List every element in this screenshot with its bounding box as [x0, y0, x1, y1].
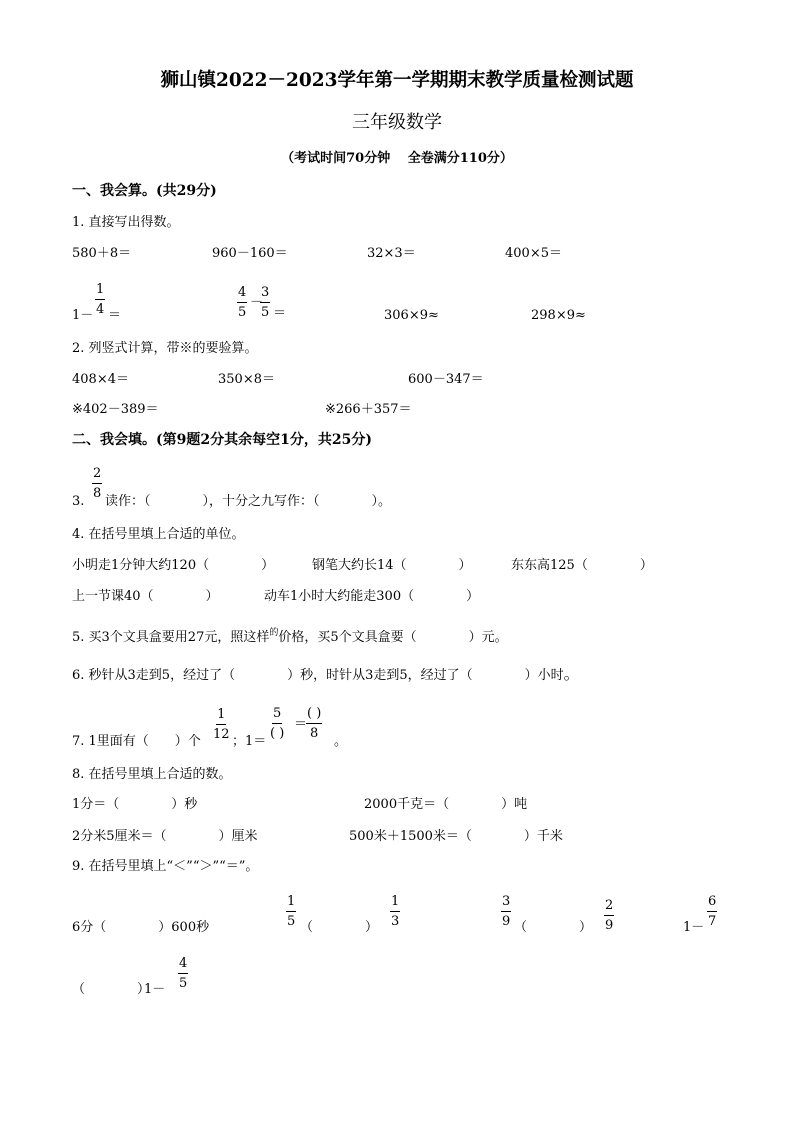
q6-text: [72, 666, 580, 682]
fraction: [260, 286, 270, 319]
q8-item: 2000千克＝（ ）吨: [364, 797, 528, 812]
q2-item: 350×8＝: [218, 372, 275, 387]
fraction-denominator: 9: [605, 918, 614, 933]
fraction-denominator: 9: [502, 914, 511, 929]
section-1-heading: 一、我会算。(共29分): [72, 183, 217, 199]
fraction-denominator: 5: [287, 914, 296, 929]
q5-small-char: 的: [269, 628, 279, 638]
q8-item: 1分＝（ ）秒: [72, 797, 198, 812]
fraction-numerator: 4: [178, 957, 188, 974]
q2-item: 600－347＝: [408, 372, 484, 387]
fraction-denominator: 5: [238, 305, 247, 320]
fraction: [707, 895, 717, 928]
fraction: [178, 957, 188, 990]
fraction: [95, 283, 105, 316]
q4-item: 东东高125（ ）: [511, 558, 653, 573]
q5-text: [72, 629, 508, 644]
minus-sign: －: [250, 295, 264, 310]
q9-item-prefix: 1－: [683, 920, 705, 935]
q7-end: 。: [334, 734, 348, 749]
q7-equals: ＝: [294, 717, 308, 732]
comparison-blank: （ ）: [72, 982, 151, 997]
q6-text-body: 6. 秒针从3走到5，经过了（ ）秒，时针从3走到5，经过了（ ）小时: [72, 668, 564, 683]
q5-text-part1: 5. 买3个文具盒要用27元，照这样: [72, 630, 270, 645]
q9-item: 6分（ ）600秒: [72, 920, 210, 935]
fraction: [306, 707, 322, 740]
fraction: [286, 895, 296, 928]
fraction-denominator: 7: [708, 914, 717, 929]
q9-item-prefix: 1－: [144, 982, 166, 997]
q7-mid: ；1＝: [232, 734, 267, 749]
q8-item: 500米＋1500米＝（ ）千米: [349, 829, 563, 844]
fraction-numerator: 3: [501, 895, 511, 912]
q1-label: 1. 直接写出得数。: [72, 215, 180, 230]
q2-item: ※402－389＝: [72, 402, 159, 417]
q9-label: 9. 在括号里填上“＜”“＞”“＝”。: [72, 859, 259, 874]
fraction-numerator: 6: [707, 895, 717, 912]
q8-label: 8. 在括号里填上合适的数。: [72, 767, 232, 782]
q4-item: 钢笔大约长14（ ）: [312, 558, 472, 573]
fraction-denominator: 5: [179, 976, 188, 991]
page-subtitle: 三年级数学: [352, 112, 442, 133]
fraction: [92, 467, 102, 500]
fraction-numerator: 2: [92, 467, 102, 484]
q8-item: 2分米5厘米＝（ ）厘米: [72, 829, 258, 844]
q5-text-part2: 价格，买5个文具盒要（ ）元。: [278, 630, 508, 645]
fraction-numerator: ( ): [306, 707, 322, 724]
q1-item-equals: ＝: [108, 308, 122, 323]
fraction: [501, 895, 511, 928]
fraction: [390, 895, 400, 928]
q4-item: 动车1小时大约能走300（ ）: [264, 589, 480, 604]
fraction-denominator: 8: [93, 486, 102, 501]
q1-item: 306×9≈: [384, 308, 439, 323]
q1-item: 32×3＝: [367, 246, 416, 261]
q1-item: 298×9≈: [531, 308, 586, 323]
q1-item-equals: ＝: [273, 306, 287, 321]
q1-item-prefix: 1－: [72, 308, 94, 323]
page-title: 狮山镇2022－2023学年第一学期期末教学质量检测试题: [160, 70, 634, 91]
fraction-denominator: ( ): [270, 726, 285, 741]
fraction: [604, 899, 614, 932]
q4-item: 小明走1分钟大约120（ ）: [72, 558, 275, 573]
q1-item: 580＋8＝: [72, 246, 132, 261]
fraction-numerator: 2: [604, 899, 614, 916]
fraction-numerator: 5: [272, 707, 282, 724]
comparison-blank: （ ）: [514, 920, 593, 935]
q3-text: 读作：（ ），十分之九写作：（ ）。: [105, 494, 392, 509]
fraction-denominator: 3: [391, 914, 400, 929]
q4-label: 4. 在括号里填上合适的单位。: [72, 527, 245, 542]
fraction-denominator: 5: [261, 305, 270, 320]
fraction-numerator: 1: [216, 708, 226, 725]
fraction-denominator: 4: [96, 302, 105, 317]
fraction: [213, 708, 230, 741]
q4-item: 上一节课40（ ）: [72, 589, 219, 604]
q2-label: 2. 列竖式计算，带※的要验算。: [72, 341, 258, 356]
q2-item: 408×4＝: [72, 372, 129, 387]
q2-item: ※266＋357＝: [325, 402, 412, 417]
fraction: [270, 707, 284, 740]
q6-period: 。: [563, 664, 580, 683]
fraction-numerator: 1: [95, 283, 105, 300]
fraction: [237, 286, 247, 319]
q1-item: 400×5＝: [505, 246, 562, 261]
fraction-numerator: 1: [286, 895, 296, 912]
comparison-blank: （ ）: [300, 920, 379, 935]
q1-item: 960－160＝: [212, 246, 288, 261]
exam-note: （考试时间70分钟 全卷满分110分）: [281, 151, 513, 166]
fraction-numerator: 4: [237, 286, 247, 303]
q3-number: 3.: [72, 494, 85, 509]
fraction-numerator: 3: [260, 286, 270, 303]
fraction-denominator: 12: [213, 727, 230, 742]
section-2-heading: 二、我会填。(第9题2分其余每空1分，共25分): [72, 432, 372, 448]
fraction-numerator: 1: [390, 895, 400, 912]
q7-prefix: 7. 1里面有（ ）个: [72, 734, 201, 749]
fraction-denominator: 8: [310, 726, 319, 741]
